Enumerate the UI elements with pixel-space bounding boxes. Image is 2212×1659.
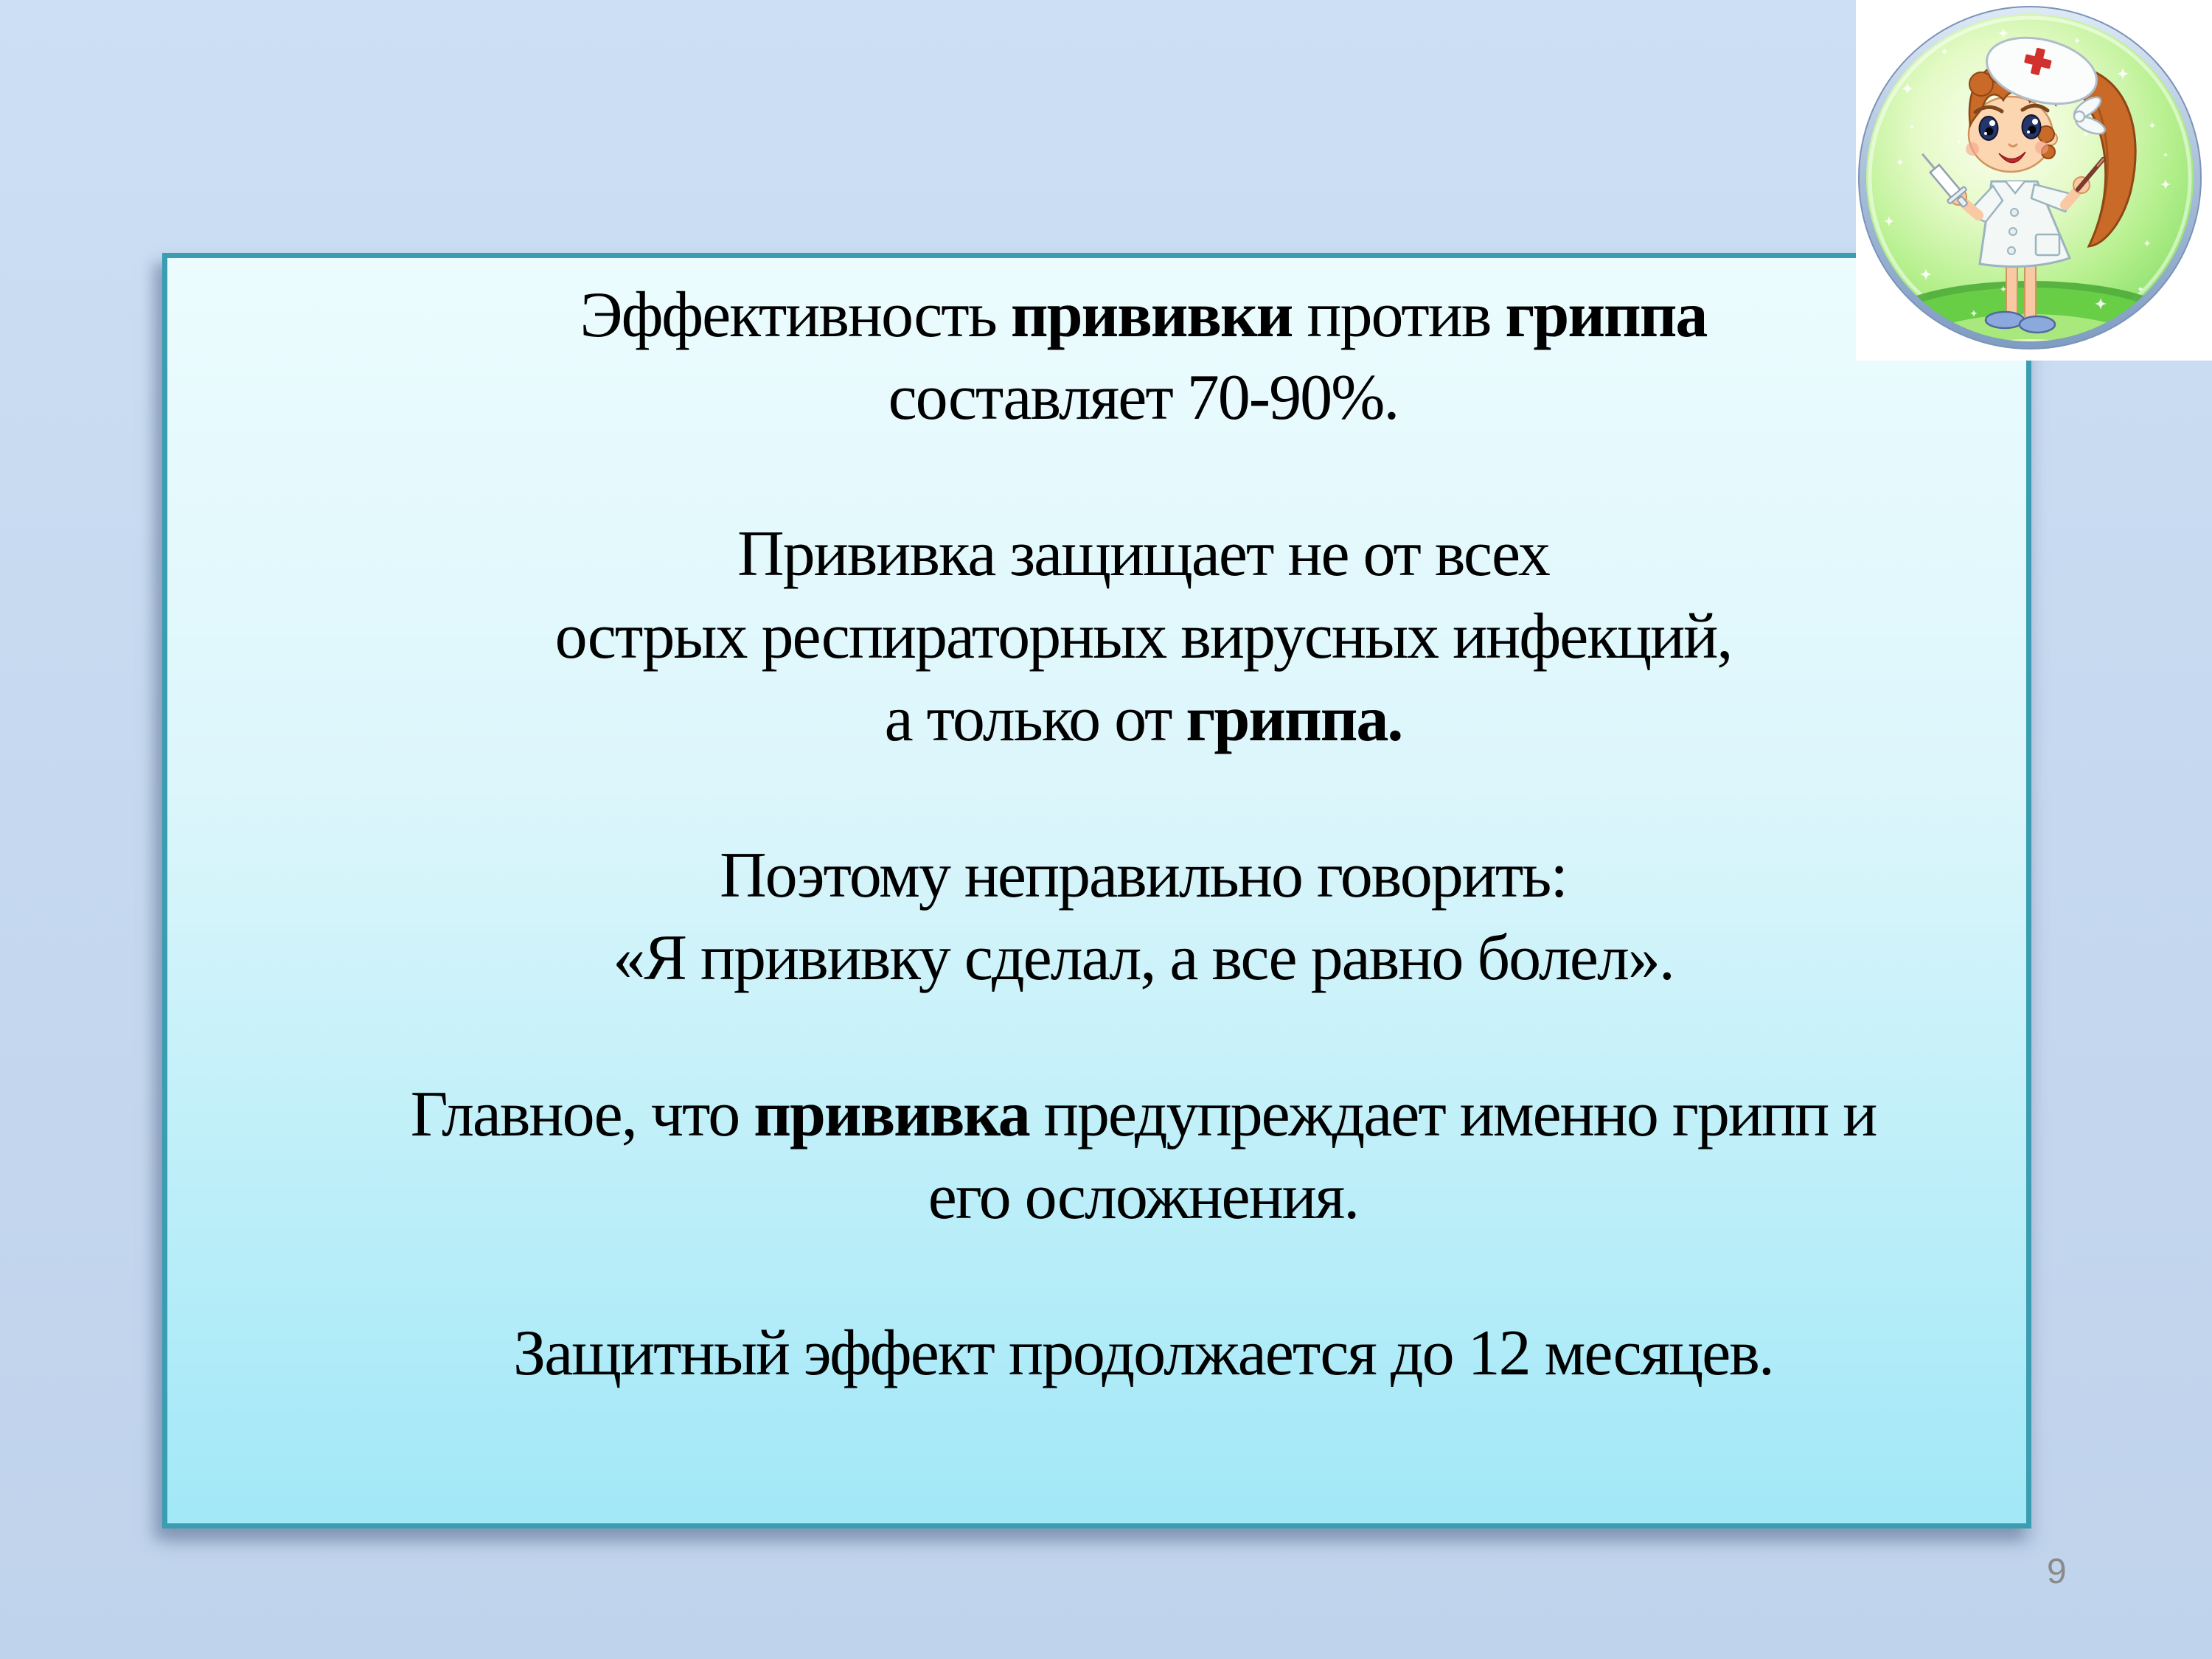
page-number: 9	[2047, 1552, 2067, 1591]
nurse-illustration	[1856, 0, 2212, 361]
slide-paragraph	[278, 1074, 2008, 1239]
text-line: Главное, что прививка предупреждает именно грипп и	[410, 1079, 1877, 1150]
slide-paragraph	[278, 835, 2008, 1000]
slide-text	[167, 258, 2026, 1523]
slide-paragraph	[278, 1312, 2008, 1395]
text-line: составляет 70-90%.	[888, 362, 1399, 434]
text-panel	[162, 253, 2031, 1528]
text-line: Прививка защищает не от всех	[737, 518, 1549, 590]
text-line: Эффективность прививки против гриппа	[580, 279, 1707, 351]
nurse-badge-icon	[1856, 0, 2212, 361]
slide-paragraph	[278, 513, 2008, 761]
text-line: «Я прививку сделал, а все равно болел».	[613, 922, 1674, 994]
text-line: Защитный эффект продолжается до 12 месяцев.	[513, 1318, 1773, 1389]
text-line: Поэтому неправильно говорить:	[720, 840, 1567, 911]
text-line: острых респираторных вирусных инфекций,	[554, 601, 1732, 672]
text-line: а только от гриппа.	[884, 684, 1402, 755]
slide-paragraph	[278, 274, 2008, 439]
text-line: его осложнения.	[928, 1161, 1359, 1233]
